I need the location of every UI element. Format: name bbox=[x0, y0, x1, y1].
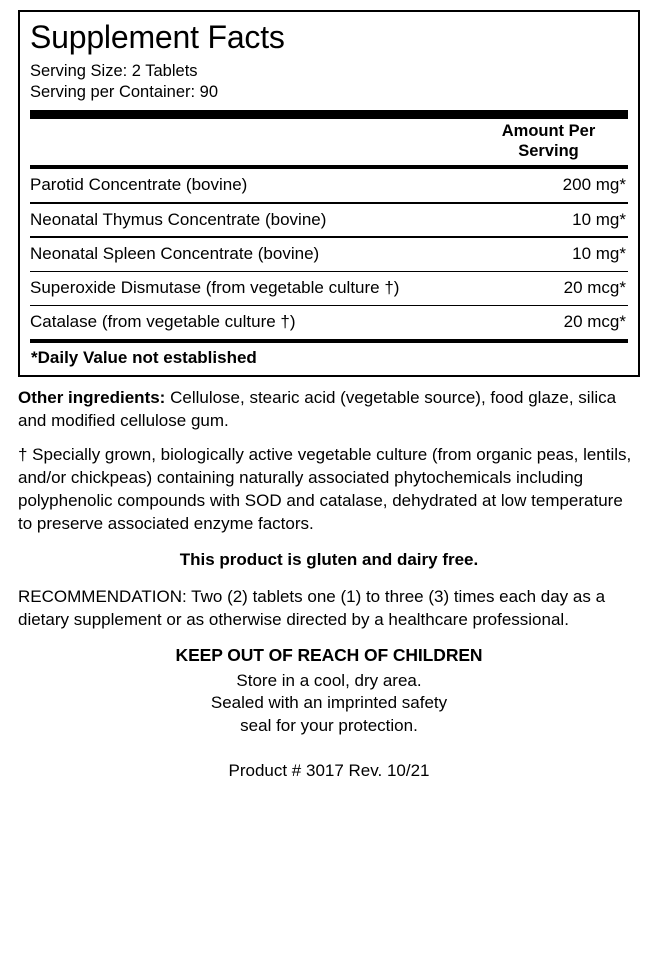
vegetable-culture-footnote: † Specially grown, biologically active vegetable culture (from organic peas, lentils, and/or chickpeas) containing naturally associated phytochemicals including polyphenolic compounds with SOD and catalase, dehydrated at low temperature to preserve associated enzyme factors. bbox=[18, 445, 632, 534]
daily-value-note: *Daily Value not established bbox=[31, 348, 257, 368]
storage-line-2: Sealed with an imprinted safety bbox=[210, 693, 448, 713]
serving-size-text: Serving Size: 2 Tablets bbox=[30, 61, 198, 80]
recommendation-text: Two (2) tablets one (1) to three (3) times each day as a dietary supplement or as otherwise directed by a healthcare professional. bbox=[18, 587, 606, 630]
nutrient-amount: 10 mg* bbox=[572, 243, 626, 263]
supplement-facts-box bbox=[18, 10, 640, 377]
other-ingredients-heading: Other ingredients: bbox=[18, 388, 166, 408]
table-row bbox=[30, 204, 628, 237]
product-number-revision: Product # 3017 Rev. 10/21 bbox=[228, 761, 430, 781]
amount-header-line-1: Amount Per bbox=[501, 121, 596, 140]
recommendation-paragraph bbox=[18, 586, 640, 632]
gluten-dairy-free-statement: This product is gluten and dairy free. bbox=[179, 550, 479, 570]
nutrient-amount: 200 mg* bbox=[562, 175, 626, 195]
table-row bbox=[30, 306, 628, 339]
other-ingredients-paragraph bbox=[18, 387, 640, 433]
keep-out-of-reach-heading: KEEP OUT OF REACH OF CHILDREN bbox=[175, 645, 483, 666]
table-row bbox=[30, 169, 628, 202]
nutrient-name: Neonatal Thymus Concentrate (bovine) bbox=[30, 209, 327, 229]
servings-per-container-text: Serving per Container: 90 bbox=[30, 82, 219, 101]
facts-thick-divider bbox=[30, 110, 628, 119]
storage-line-3: seal for your protection. bbox=[240, 715, 418, 735]
supplement-facts-title: Supplement Facts bbox=[30, 19, 285, 55]
recommendation-heading: RECOMMENDATION: bbox=[18, 587, 187, 607]
other-ingredients-text: Cellulose, stearic acid (vegetable source), food glaze, silica and modified cellulose gum. bbox=[18, 388, 617, 431]
table-row bbox=[30, 238, 628, 271]
nutrient-amount: 20 mcg* bbox=[563, 312, 626, 332]
nutrient-name: Parotid Concentrate (bovine) bbox=[30, 175, 248, 195]
storage-line-1: Store in a cool, dry area. bbox=[236, 671, 422, 691]
amount-per-serving-header bbox=[30, 119, 628, 166]
nutrient-name: Neonatal Spleen Concentrate (bovine) bbox=[30, 243, 320, 263]
nutrient-name: Superoxide Dismutase (from vegetable culture †) bbox=[30, 278, 400, 298]
nutrient-name: Catalase (from vegetable culture †) bbox=[30, 312, 296, 332]
nutrient-amount: 20 mcg* bbox=[563, 278, 626, 298]
nutrient-amount: 10 mg* bbox=[572, 209, 626, 229]
amount-header-line-2: Serving bbox=[518, 141, 579, 160]
table-row bbox=[30, 272, 628, 305]
